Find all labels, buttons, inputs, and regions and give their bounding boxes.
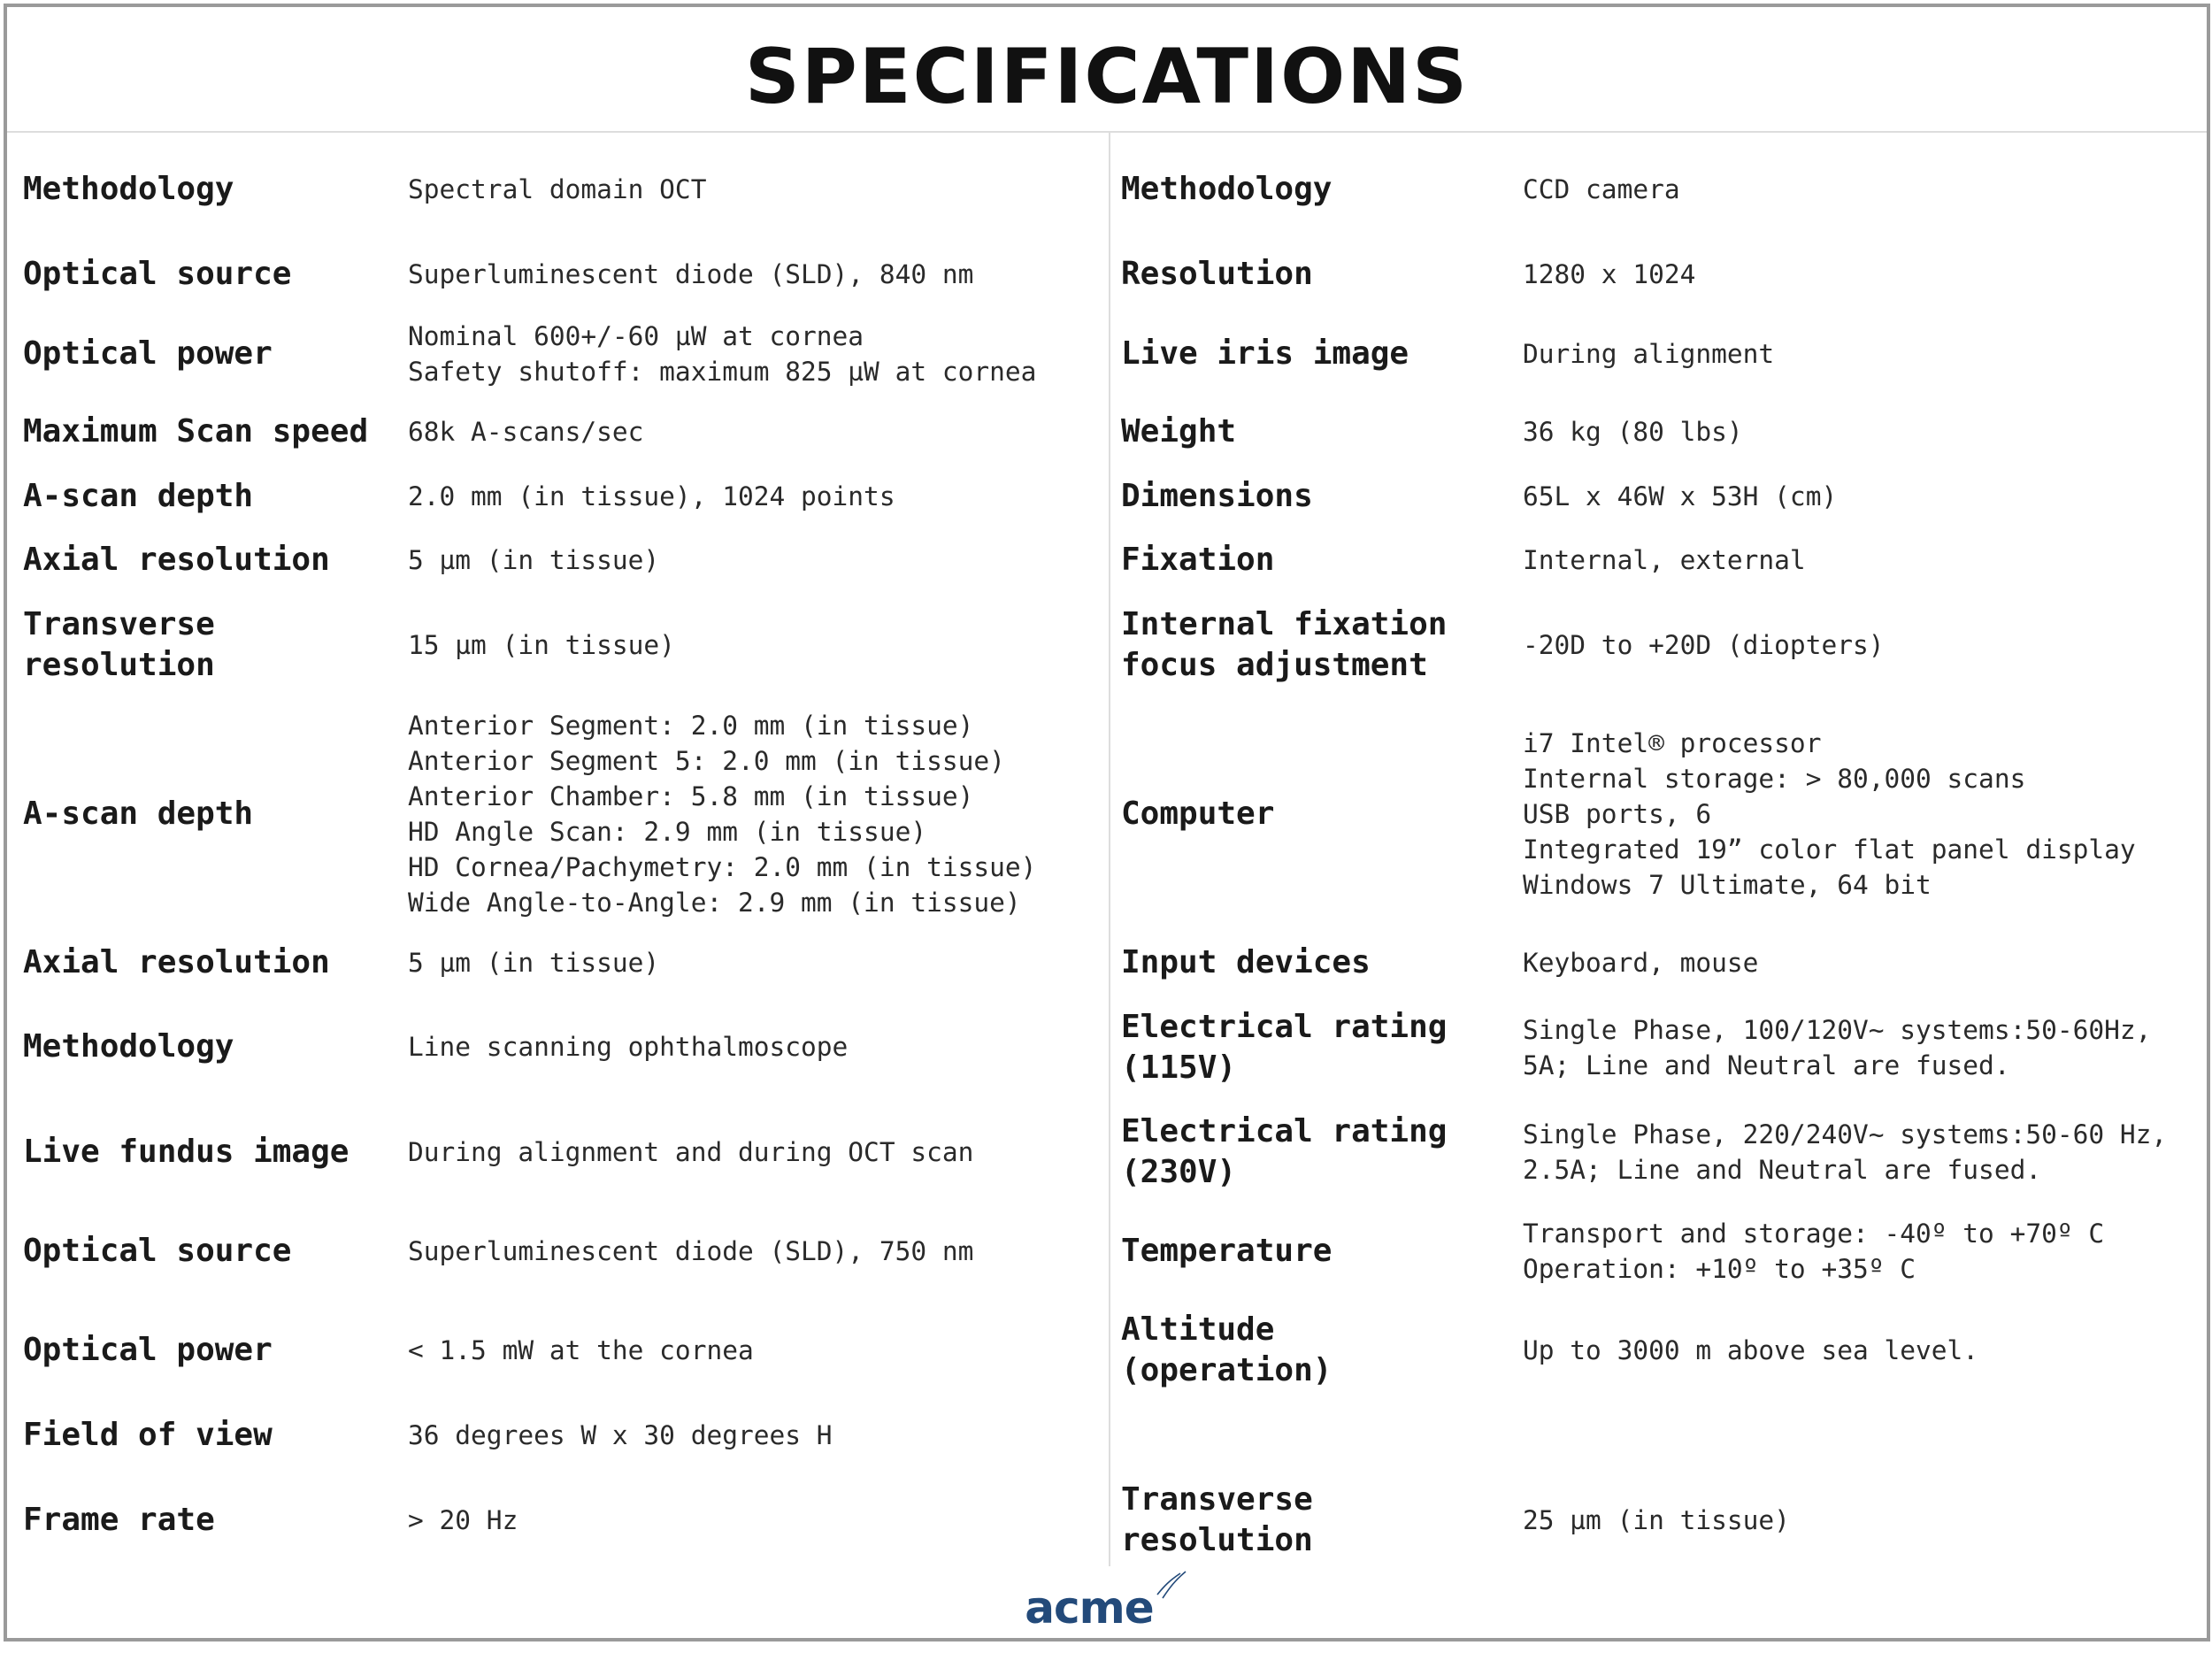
spec-value: < 1.5 mW at the cornea [408, 1335, 754, 1365]
spec-value: 15 µm (in tissue) [408, 630, 675, 660]
spec-value: 1280 x 1024 [1523, 259, 1696, 289]
acme-logo [7, 1582, 2207, 1635]
spec-label: Frame rate [23, 1502, 215, 1538]
spec-value: 2.0 mm (in tissue), 1024 points [408, 481, 895, 511]
spec-value: 5 µm (in tissue) [408, 948, 660, 978]
spec-value: Single Phase, 100/120V~ systems:50-60Hz, 5A; Line and Neutral are fused. [1523, 1015, 2152, 1080]
spec-label: Optical power [23, 335, 273, 372]
spec-value: Anterior Segment: 2.0 mm (in tissue) Anterior Segment 5: 2.0 mm (in tissue) Anterior Chamber: 5.8 mm (in tissue) HD Angle Scan: 2.9 mm (in tissue) HD Cornea/Pachymetry: 2.0 mm (in tissue) Wide Angle-to-Angle: 2.9 mm (in tissue) [408, 711, 1037, 918]
spec-value: Keyboard, mouse [1523, 948, 1759, 978]
spec-value: Transport and storage: -40º to +70º C Operation: +10º to +35º C [1523, 1219, 2105, 1284]
spec-value: Internal, external [1523, 545, 1806, 575]
logo-swoosh-icon [1154, 1568, 1189, 1603]
spec-label: Electrical rating (230V) [1121, 1113, 1448, 1190]
spec-label: Optical power [23, 1332, 273, 1368]
spec-label: Field of view [23, 1417, 273, 1453]
spec-label: Optical source [23, 1233, 292, 1269]
spec-label: Computer [1121, 796, 1275, 832]
spec-label: Input devices [1121, 944, 1371, 980]
spec-label: Temperature [1121, 1233, 1333, 1269]
spec-label: Internal fixation focus adjustment [1121, 606, 1448, 683]
spec-value: 36 degrees W x 30 degrees H [408, 1420, 833, 1450]
spec-value: Up to 3000 m above sea level. [1523, 1335, 1979, 1365]
spec-label: Methodology [1121, 171, 1333, 207]
spec-label: Live iris image [1121, 335, 1409, 372]
spec-label: Methodology [23, 171, 234, 207]
spec-value: Superluminescent diode (SLD), 840 nm [408, 259, 974, 289]
spec-label: Axial resolution [23, 542, 330, 578]
spec-value: Nominal 600+/-60 µW at cornea Safety shutoff: maximum 825 µW at cornea [408, 321, 1037, 387]
spec-label: Maximum Scan speed [23, 413, 369, 450]
page-title: SPECIFICATIONS [744, 33, 1470, 121]
spec-value: 68k A-scans/sec [408, 417, 644, 447]
spec-value: Spectral domain OCT [408, 174, 707, 204]
spec-label: Live fundus image [23, 1134, 349, 1170]
spec-sheet [4, 4, 2210, 1641]
spec-value: 5 µm (in tissue) [408, 545, 660, 575]
spec-label: Electrical rating (115V) [1121, 1009, 1448, 1086]
spec-value: -20D to +20D (diopters) [1523, 630, 1885, 660]
spec-label: A-scan depth [23, 796, 254, 832]
spec-label: Axial resolution [23, 944, 330, 980]
spec-value: > 20 Hz [408, 1505, 518, 1535]
spec-label: Transverse resolution [1121, 1481, 1313, 1558]
spec-label: Resolution [1121, 256, 1313, 292]
spec-value: 36 kg (80 lbs) [1523, 417, 1743, 447]
spec-label: Dimensions [1121, 478, 1313, 514]
spec-value: Single Phase, 220/240V~ systems:50-60 Hz, 2.5A; Line and Neutral are fused. [1523, 1119, 2168, 1185]
spec-value: 25 µm (in tissue) [1523, 1505, 1790, 1535]
spec-value: 65L x 46W x 53H (cm) [1523, 481, 1838, 511]
spec-value: i7 Intel® processor Internal storage: > 80,000 scans USB ports, 6 Integrated 19” color flat panel display Windows 7 Ultimate, 64 bit [1523, 728, 2136, 900]
spec-label: Methodology [23, 1028, 234, 1065]
spec-label: Fixation [1121, 542, 1275, 578]
spec-label: Weight [1121, 413, 1237, 450]
spec-value: During alignment and during OCT scan [408, 1137, 974, 1167]
spec-value: Superluminescent diode (SLD), 750 nm [408, 1236, 974, 1266]
logo-text: acme [1025, 1582, 1154, 1634]
spec-label: Altitude (operation) [1121, 1311, 1333, 1388]
spec-label: Optical source [23, 256, 292, 292]
spec-value: During alignment [1523, 339, 1775, 369]
spec-value: Line scanning ophthalmoscope [408, 1032, 849, 1062]
spec-label: A-scan depth [23, 478, 254, 514]
spec-value: CCD camera [1523, 174, 1680, 204]
spec-label: Transverse resolution [23, 606, 215, 683]
